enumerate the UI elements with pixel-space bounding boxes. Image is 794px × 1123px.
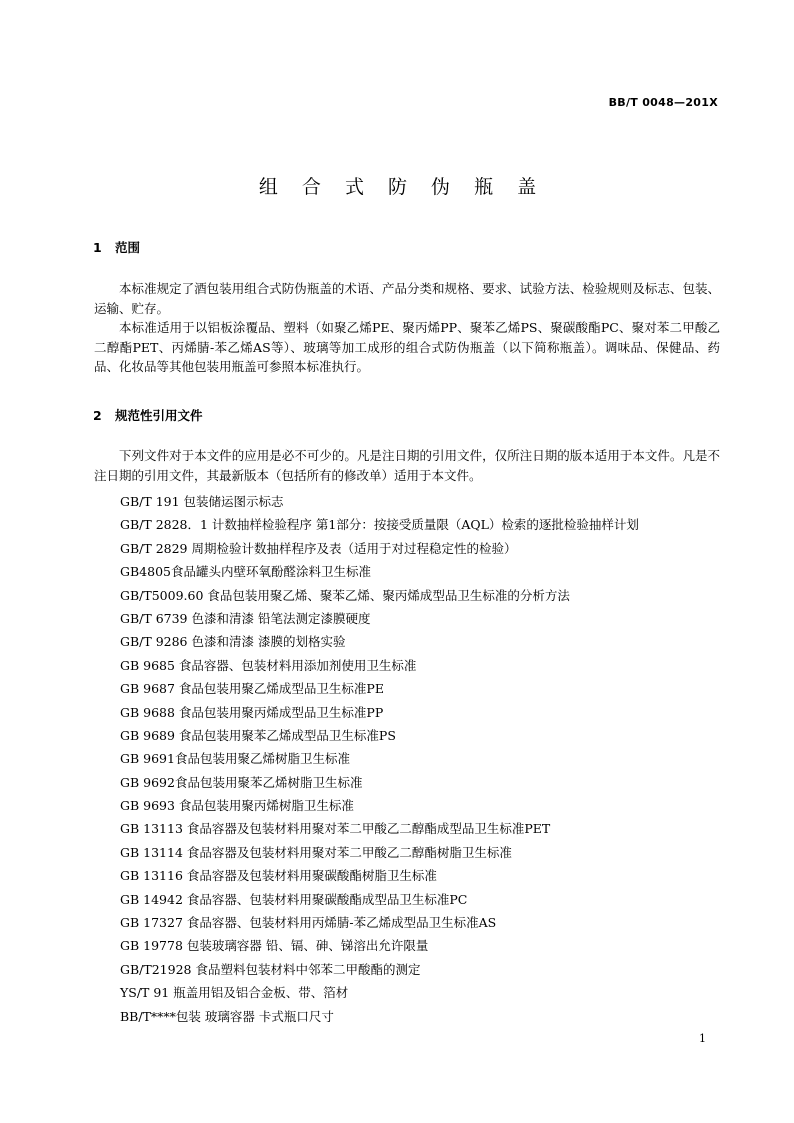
reference-item: GB 13113 食品容器及包装材料用聚对苯二甲酸乙二醇酯成型品卫生标准PET [120,821,551,837]
reference-item: GB 9692食品包装用聚苯乙烯树脂卫生标准 [120,774,363,790]
reference-item: GB/T 6739 色漆和清漆 铅笔法测定漆膜硬度 [120,610,371,626]
reference-list [120,490,639,1028]
reference-item: GB 9688 食品包装用聚丙烯成型品卫生标准PP [120,704,384,720]
reference-item: GB 9693 食品包装用聚丙烯树脂卫生标准 [120,798,354,814]
reference-item: GB 9685 食品容器、包装材料用添加剂使用卫生标准 [120,657,417,673]
reference-item: YS/T 91 瓶盖用铝及铝合金板、带、箔材 [120,985,349,1001]
reference-item: GB/T5009.60 食品包装用聚乙烯、聚苯乙烯、聚丙烯成型品卫生标准的分析方法 [120,587,570,603]
section-1-paragraph-1: 本标准规定了酒包装用组合式防伪瓶盖的术语、产品分类和规格、要求、试验方法、检验规则及标志、包装、运输、贮存。 [94,281,720,316]
section-1-heading [93,238,140,256]
reference-item: GB/T 191 包装储运图示标志 [120,494,284,509]
section-2-number: 2 [93,408,102,423]
section-2-title: 规范性引用文件 [115,408,203,423]
section-2-intro: 下列文件对于本文件的应用是必不可少的。凡是注日期的引用文件，仅所注日期的版本适用于本文件。凡是不注日期的引用文件，其最新版本（包括所有的修改单）适用于本文件。 [94,448,720,483]
document-title: 组 合 式 防 伪 瓶 盖 [258,176,546,198]
reference-item: GB4805食品罐头内壁环氧酚醛涂料卫生标准 [120,564,371,580]
section-1-paragraph-2: 本标准适用于以铝板涂覆品、塑料（如聚乙烯PE、聚丙烯PP、聚苯乙烯PS、聚碳酸酯PC、聚对苯二甲酸乙二醇酯PET、丙烯腈-苯乙烯AS等）、玻璃等加工成形的组合式防伪瓶盖（以下简称瓶盖）。调味品、保健品、药品、化妆品等其他包装用瓶盖可参照本标准执行。 [94,320,720,374]
reference-item: GB/T 2829 周期检验计数抽样程序及表（适用于对过程稳定性的检验） [120,540,517,556]
reference-item: GB 14942 食品容器、包装材料用聚碳酸酯成型品卫生标准PC [120,891,468,907]
reference-item: GB/T 9286 色漆和清漆 漆膜的划格实验 [120,634,346,650]
reference-item: GB 13116 食品容器及包装材料用聚碳酸酯树脂卫生标准 [120,868,437,884]
page-number: 1 [699,1032,706,1045]
reference-item: GB 13114 食品容器及包装材料用聚对苯二甲酸乙二醇酯树脂卫生标准 [120,844,512,860]
section-2-heading [93,406,203,424]
reference-item: GB 17327 食品容器、包装材料用丙烯腈-苯乙烯成型品卫生标准AS [120,915,497,931]
reference-item: BB/T****包装 玻璃容器 卡式瓶口尺寸 [120,1008,334,1024]
reference-item: GB 19778 包装玻璃容器 铅、镉、砷、锑溶出允许限量 [120,938,429,954]
reference-item: GB/T21928 食品塑料包装材料中邻苯二甲酸酯的测定 [120,961,421,977]
standard-code: BB/T 0048—201X [608,96,718,109]
reference-item: GB/T 2828．1 计数抽样检验程序 第1部分：按接受质量限（AQL）检索的逐批检验抽样计划 [120,517,639,533]
section-1-title: 范围 [115,240,141,255]
reference-item: GB 9687 食品包装用聚乙烯成型品卫生标准PE [120,681,384,697]
reference-item: GB 9691食品包装用聚乙烯树脂卫生标准 [120,751,350,767]
reference-item: GB 9689 食品包装用聚苯乙烯成型品卫生标准PS [120,727,396,743]
section-1-number: 1 [93,240,102,255]
